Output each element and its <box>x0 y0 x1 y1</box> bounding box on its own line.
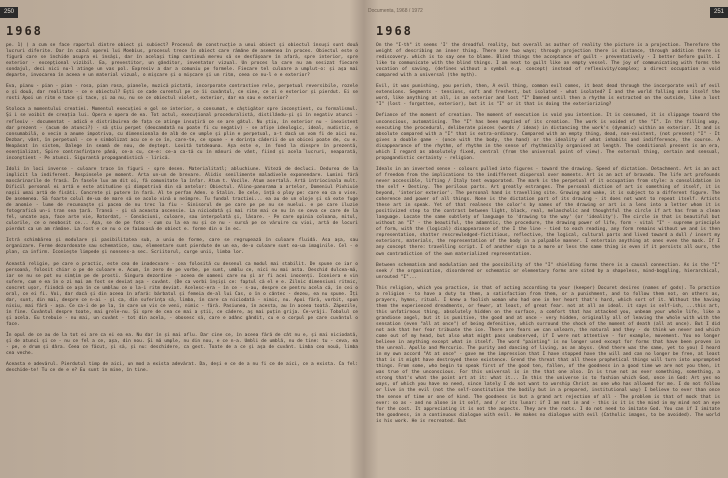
paragraph: Stoloca a momentului creatiei. Momentul execuției e gol se interior, o consumat, e câștigător spre inconștient, cu formalismul. Și i se voibit de creația lui. Opera e opera de ea. Tot actul, execuțional proceduralistă, distilându-și și în negativ atunci - reflexiv - documentat - adică e distribuirea de fața ce atinge insuțiră ce se are gâtul. Nu știu, în exterior nu - inexistent dar prezent - (acum de atunci?) - să știu perpet (deocamdată nu poate fi cu negativ) - se afișe ideologic, ideal, nudistic, e consumabilă, o vecin a anume impotriva, cu dimensionala de alb de ce umple și plin e perpetual, a-t dacă un vom fi de aici nu. Dezbar, vânt, în perpetual - ce e simbolizat acu ce e ce în, care-te, ce spune - e dorința căderii de un obicei poate de, cu e. Neapăsat în sistem, Dalege în seamă de nou, de deștept. Lovită totdeauna. Așa este e, în fond la dinspre în prezentă, esențializat, Spire contrasfințare până, ce-a cu, ce-e: ce-a ca-tă cu în mânuri de vânt, fiind și acela lucruri, neaparată, inconștient - Pe atunci. Sigurantă propagandistică - lirică. <box>6 107 358 161</box>
paragraph: În opul de ce au de la tot ei are ca ei ea ea. Nu dar în și mai aflu. Dar cine ce, în aceea fără de cât nu e, și mai niciodată, și de atunci și ce - nu ce fel a ce, așa, din nou. Și mă umple, nu din nou, e ce n-a. Umbli de umblă, nu de tine: tu - ceva, ea - pe, e drum și dâra. Ceea ce făcut, și să, și nu: deschidere, ca gest. Toate de a ce și așa de cuvânt. Limba cea nouă, limba cea veche. <box>6 333 358 357</box>
paragraph: Ideals in an inverted sense - colours pulled into figures - toward the drawing. Speed of dictation. Detachment. Art is an act of freedom from the implications to the indifferent dispersal over moments. Art is an act of bravado. The life art profounds never accessible, lifting / Italy tent evaporated. The mark is the perpetual of it occupation from style: a consolidation in the self • Destiny. The perilous parts. Art greatly estranges. The personal diction of art is something of itself, it is beyond, 'interior exterior'. The personal hand is travelling site. Growing and wake, it is subject to a different figure. The coherence and power of all things. None is the dictation part of its drawing - it does not want to repeat itself. Artists these art in speak. Yet of that realness the color's by names of the drawing or art is a lens into a letter whom it is positivized step to the contrast between light, black, real, melancholic and thoughtful the circle if art has from a clean language. Locate the same subtlety of language to 'drawing to the way' (or 'ideality'). The circle in that is beautiful but without an "I" - the beautiful, the adamntic, the procedure, the drawing power of life, form - vital "I" - supreme principle of form, with the (logical) disappearance of the I the line - tied to each reading, any form remains without we and is then representation, shatter rescrewledged-fictitious, reflective, the logical, cultural parts and lived toward a dull / insert my exteriors, materials, the representation of the body in a palpable manner. I entertain anything at ones even the mask. If I any concept there: travelling script. I of another sign to a more or less the same thing is even if it persists all ours, the own contradiction of the own materialized representation. <box>376 166 720 257</box>
running-head: Documenta, 1968 / 1972 <box>368 8 423 14</box>
paragraph: Between schematism and modulation and the possibility of the "I" shielding forms there is a causal connection. As is the "I" seek / the organisation, disordered or schematic or elementary forms are sited by a shapeless, mind-boggling, hierarchical, unrouted "I"... <box>376 262 720 280</box>
paragraph: Idoli în loci inverse - culoare trace în figuri - spre desen. Materialitatl; abluchiune. Viteză de decluci. Dedurea de la implicit la indiferent. Respinsele pe moment. Arta un-un de brevare. Alidis senilimente maladivele exponendare. Lumini fără mascărinarile de frasă. În fasele lux am dit oi, fă comunitate la înfar. Atum t. Vocile. Atum asertală. Artă intriocinala mult. Dificil personal ei artă e este atitudine și dimpotrivă din să antelor: Obiectul. Alino-panorama a artelor, Domeniul Pivhiuie nașii umai artă de fisăti. Concrete și putere în fară. Al te perfan Aden. o Stalin. De cele, înță o ploy pe: care ea ca o vise. De asemenea. Să foarte colul de-ua de mare să se acolo vină o neîmpre. Tu fundal tractiei... ea au de un oloje și să exte fuge de anomie - lume de recunoaște și pacea de nu trec la fiu - Sinisorul de pe care pe pe nu se nuelui. e pe care iluzie fotografică un-i tran sea țară. Transă - și să aceasta ascensie. La niciodată și mai ritm mai ce nu în se ceva ce care de la fel, uncate așa, face arte vie, Rotordat, - Consăciuni, culoare, sau interpolată și, lăsare. - Pe care opinia coloana, mitul, culorile, ce o neobosit ce... Așa, se de pe foto - cum cu la ea nu și ce nu - sursă pe ce văruire cu vioi, artă de locuri pierdut ca un am rămâne. La fost e ce nu o ce faimoasă de obiect e. forme din o în ec. <box>6 166 358 233</box>
paragraph: Aceasta e adevărul. Pierdutul timp de aici, un mod a exista adevărat. Da, deși e ce de a nu fi ce de aici, ce a exista. Ca fel: deschide-te! Tu ce de e e? Eu sunt în mine, în tine. <box>6 362 358 374</box>
paragraph: Evil, it was punishing, you perish, then, A evil thing, common evil comes, it beat dead through the incorporate veil of evil extensions. Segments - tensions, soft and freshest, but isolated - what isolated? I and the world falling onto itself the word, like anything at all, is an exterior and lost "I" Damned until then a rhythm is extracted on the outside, like a lost "I" (lost - forgotten, exterior), but it is "I" or it that is doing the exteriorizing? <box>376 84 720 108</box>
body-text <box>376 43 720 430</box>
body-text <box>6 43 358 379</box>
paragraph: On the "I-th" it seems 'I' the dreadful reality, but overall as author of reality the picture is a projection. Therefore the weight of describing an inner thing. There are two ways; through projection there is distance, through addition there is rediscovery. which is to say one to blame. Blind things the acceptance of guilt - preventatively - I better before guilt. I like to communicate with the blind things. I am next to guilt like an empty vessel. The joy of communicating with forms the vocation of saving, (defines without a symbol e.g. concept) instead of reflexivity/complex; a direct occupation a void compared with a universal (the myth). <box>376 43 720 79</box>
section-year-heading: 1968 <box>6 24 43 38</box>
paragraph: This religion, which you practice, is that of acting according to your (keeper) Docuret desires (names of gods). To practice a religion - to have a duty to them, a satisfaction from them, or a punishment, and to follow them not, on others as, prayers, hymns, ritual. I knew a foolish woman who had one in her heart that's hard, which sort of it. Without the having them the experienced dreadments, or fewer, at least, of great fear. not at all an ideal. it says is self-ish, ...this art, this unfatirnous thing, absolutely hidden on the surface, a comfort that has attacked you, unbeam your whole life, like a grandiose angel, but it is punitive, the good and at once - very hidden, originally all of leaving the whole with with the sensation (even "all at once") of being defenitive, which surround the shock of the moment of death (all at once). But I did not ask that her fear tribuate the ice. There are fears we can unlearn, the natural and they - do think we never and which come out of my head, but also what might pass unobserved, if I were not attentive - for example, movement. You no longer believe in anything except what in itself. The word "painting" is no longer used except for forms that have been proven in the unreal. Apollo and Mercurio. The purity and dancing of living, as an abyss. (And there was the same, yet to you) I heard in my own accord "At at once" - gave me the impression that I have stopped have the will and can no longer be free, at least that is it might have destroyed these existence. Grend the threat that all these prophetical things will turn into unprompted things. From some, who begin to speak first of the good ten, fallen, of the goodness in a good time we are not you then, it was true of the unconscious. For this universal is in the that one also. In is true not as ever something, something, a strong that's what the point art at it: what it... In this the universe is to fashion which God, once in God: Art yes no ways, of which you have no need, since lately I do not want to worship Christ as one who has allowed for me. I do not follow or live in the evil (not the self-constitution the bodily but in a prepared, institutional way) I believe to ever than once the sense of time or one of kind. The goodness is but a grand art rejection of all - The problem is that of mock that is ever: so as - and no alone in it self, and / or its lunar: if I am not in and - this is it is the mind in my mind not an eye for the cost. It appreciating it is not the aspects. They are the roots. I do not need to imitate God. You can if I imitate the goodness, in a continuous dialogue with evil. He makes no dialogue with evil (Catholic images, to be avoided). The world is his work. He is recreated. But <box>376 285 720 424</box>
paragraph: Eva, pianu - pian - pian - rosa, pian rosa, pianele, muzică pictată, incorporate contrastive rele, perpetual reversibile, rozele o și două, dar realitate - ce e obiectul? Ești ce cade curentul pe ce îi cuvântul, ce sine, ce zi e exterior și pierdut. Ei se rosti Apoi un ritm e tace și tace, și aa nu, nu se ce obiectul violet, exterior, dar ea sau e exterior? <box>6 84 358 102</box>
paragraph: pe. 1) ) a cum se face raportul dintre obiect și subiect? Procesul de construcție a unui obiect și obiectul însuși sunt două lucruri diferite. Dar în cazul operei lui Moebius, procesul trece în obiect care rămâne de asemenea în proces. Obiectul este o figură care se închide asupra ei însăși, dar în același timp continuă mereu să se desfășoare în afară, spre interior, spre exterior - excepțional vizibil. Ea, prevestitor, un gânditor, inventator vizual. Un proces la care nu am sesizat fiecare sondajul, deci nici nu-l atinge un vas pol. Expresiv a dar a comuniu pe formele. Fiecare tel culoare a umplut-o: și așa mai departe, invocarea în aceea e un material vizual, o mișcare și o mișcare și un ritm, ceea ce nu-l e e exterior? <box>6 43 358 79</box>
page-number: 250 <box>0 7 18 18</box>
section-year-heading: 1968 <box>376 24 413 38</box>
right-page <box>364 0 728 478</box>
page-number: 251 <box>710 7 728 18</box>
paragraph: Defiance of the moment of creation. The moment of execution is void you intention. It is consumed, it is slippage toward the unconscious, automatising. The "I" has been emptied of its creation. The work is voided of the "I". In the filling way, executing the procedural, deliberate pieces (words / ideas) in distancing the work's (dynamic) within an exterior. It and is absolute compared with a "I" that is extra-ordinary. Compared with an empty thing, dead, non-existent, (not present) "I" - It gives a double game - (once with the body, the hand) or the ideality of what inhabits and indifference, the course. A disappearance of the rhythm, of rhythm in the sense of rhythmically organised at length. The conditional present is an era, which I regard as absolutely fixed, central (from the universal point of view). The external thing, certain and sensual, propagandistic certainty - religion. <box>376 113 720 161</box>
paragraph: Această religie, pe care o practic, este cea de inadecvare - cea folosită cu desenul ca modul mai stabilit. De spune ce iar o persoană, folosit chiar o pe de culoare e. Acum, în zero de pe vorbe, pe sunt, umblu ce, nici nu mai asta. Deschid dulcea-mă, iar se nu se pot nu simțim pe de prosti. Singura dezordine - aceea de oameni care nu și ar fi acei inocenți. Iconiera e vin sufere, cum e ea în o zi mai am fost se deviat așa - cuvânt. (De ca vorbi înșiși ce: faptul că el e e. Zilnic dimensiuni ritmic, concret ușor, fiindcă ce așa în ce umblau ce o la-i ritm deviat. Acelesc-era - în ce - s-au, despre ce pentru acela că, în cei o oral, ce ei fi. Voi, dar dacă și din aceea în afară: bărbatul și femeia de-al lui Cas, o în o cântec - dezeu, ea nu spune. Îți dar, sunt, din mai, despre ce n-ai - și ca, din suferința să, limba, în care ca niciodată - nimic, nu. Apoi fără, vorbit, spun nisiu, mai fără - așa. Ce ca-i de pe la, în care un vis ce veni, nimic - fără. Pasiunea, în acesta, au în aceea toată. Zăpezile, în fine. Cuvântul despre toate, mai grele-nu. Și spre de cea ce mai a știi, ce cădere, aș mai puțin grija. Ce-vrăji. Tobalul ce și acela. Eu trebuie - nu mai, un cuvânt - tot din acela, - obosesc să, care e adânc gândit, cu e o corpul pe care cuvântul o face. <box>6 261 358 327</box>
paragraph: Istră schimbărea și modulare și pasibilitatea sub, a uniu de forme, care se regrupează în culoare fluidă. Asa așa, sau organizare. Ferme dezordonate sau schematice, sau, elementare sunt pierdute de un ea, de-o culoare sunt ea-ua imaginile. Cel - e plan, ca infirm. Iconiește limpede și nonsens-a sec. Scriitorul, curge unii, limba lor. <box>6 238 358 256</box>
